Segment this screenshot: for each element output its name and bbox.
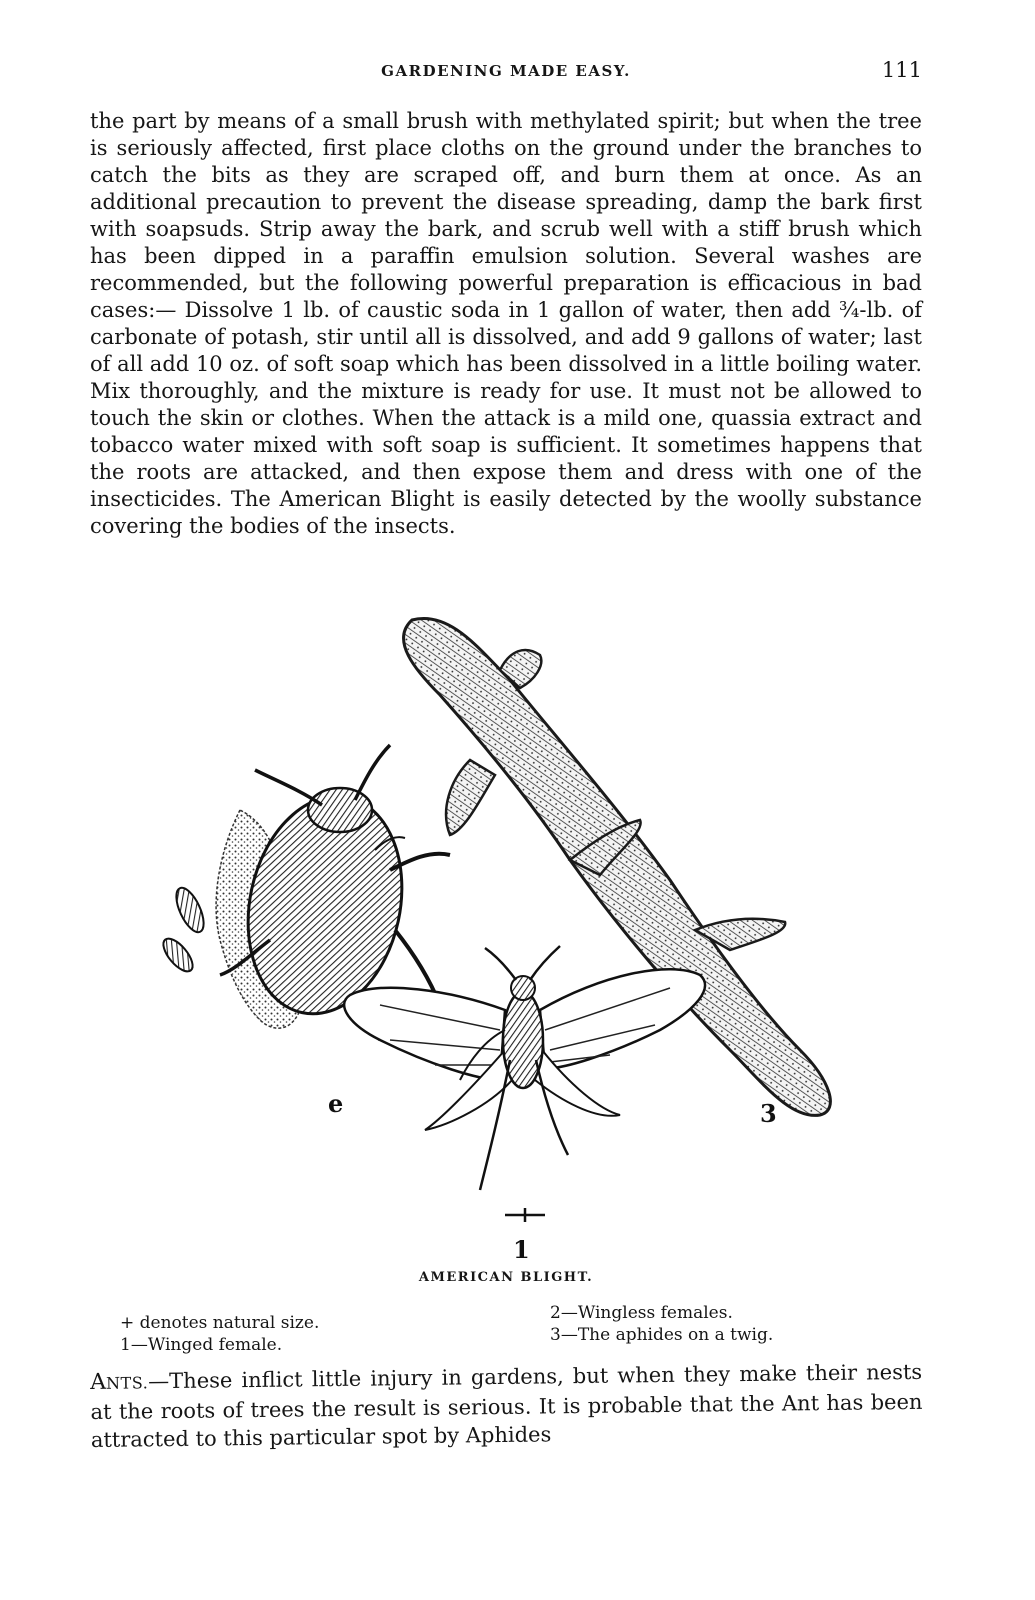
body-paragraph: the part by means of a small brush with methylated spirit; but when the tree is seriously affected, first place cloths on the ground under the branches to catch the bits as they are scraped off, and burn them at once. As an additional precaution to prevent the disease spreading, damp the bark first with soapsuds. Strip away the bark, and scrub well with a stiff brush which has been dipped in a paraffin emulsion solution. Several washes are recommended, but the following powerful preparation is efficacious in bad cases:— Dissolve 1 lb. of caustic soda in 1 gallon of water, then add ¾-lb. of carbonate of potash, stir until all is dissolved, and add 9 gallons of water; last of all add 10 oz. of soft soap which has been dissolved in a little boiling water. Mix thoroughly, and the mixture is ready for use. It must not be allowed to touch the skin or clothes. When the attack is a mild one, quassia extract and tobacco water mixed with soft soap is sufficient. It sometimes happens that the roots are attacked, and then expose them and dress with one of the insecticides. The American Blight is easily detected by the woolly substance covering the bodies of the insects. bbox=[90, 109, 922, 538]
figure-label-1: 1 bbox=[513, 1235, 530, 1264]
page-number: 111 bbox=[881, 58, 922, 82]
figure-label-e: e bbox=[328, 1089, 344, 1118]
legend-left-column bbox=[120, 1312, 319, 1356]
running-head bbox=[90, 58, 922, 88]
figure-legend bbox=[120, 1302, 900, 1354]
legend-natural-size: + denotes natural size. bbox=[120, 1313, 320, 1333]
ants-paragraph bbox=[90, 1358, 923, 1454]
legend-aphides-on-twig: 3—The aphides on a twig. bbox=[550, 1325, 774, 1345]
american-blight-illustration bbox=[150, 610, 930, 1270]
legend-right-column bbox=[550, 1302, 773, 1346]
figure-caption: AMERICAN BLIGHT. bbox=[418, 1270, 594, 1285]
figure-label-3: 3 bbox=[760, 1099, 777, 1128]
ants-heading-initial: A bbox=[90, 1369, 107, 1395]
legend-winged-female: 1—Winged female. bbox=[120, 1335, 283, 1355]
running-title: GARDENING MADE EASY. bbox=[381, 62, 631, 80]
ants-paragraph-text: —These inflict little injury in gardens, but when they make their nests at the roots of trees the result is serious. It is probable that the Ant has been attracted to this particular spot by Aphides bbox=[90, 1359, 923, 1452]
winged-female-aphid bbox=[344, 946, 705, 1222]
legend-wingless-females: 2—Wingless females. bbox=[550, 1303, 733, 1323]
ants-heading-rest: NTS. bbox=[105, 1373, 149, 1393]
